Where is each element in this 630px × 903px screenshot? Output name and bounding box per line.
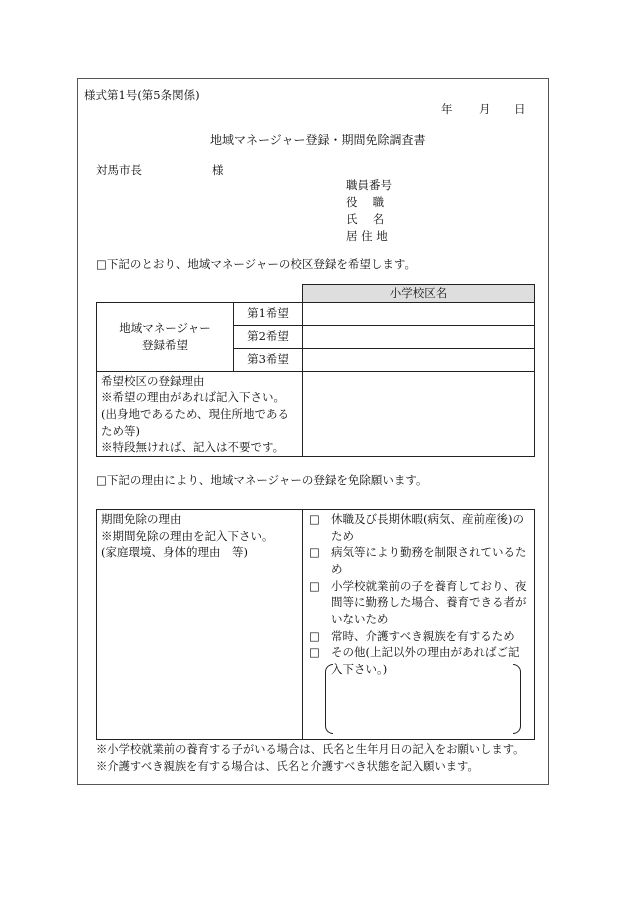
field-position: 役 職 [346,195,385,209]
left-bracket-icon [325,664,333,734]
choice-input-3[interactable] [303,348,535,371]
field-staff-number: 職員番号 [346,178,392,192]
choice-input-2[interactable] [303,325,535,348]
date-day-label: 日 [514,102,526,116]
date-month-label: 月 [479,102,491,116]
field-name: 氏 名 [346,212,385,226]
option-illness[interactable]: □ 病気等により勤務を制限されているため [309,545,527,577]
checkbox-icon[interactable]: □ [309,628,320,643]
date-year-label: 年 [441,102,453,116]
option-childcare[interactable]: □ 小学校就業前の子を養育しており、夜間等に勤務した場合、養育できる者がいないため [309,578,527,627]
footnote-childcare: ※小学校就業前の養育する子がいる場合は、氏名と生年月日の記入をお願いします。 [96,743,525,756]
school-district-table [96,284,535,457]
reason-input[interactable] [303,371,535,456]
page-title: 地域マネージャー登録・期間免除調査書 [210,133,426,147]
choice-input-1[interactable] [303,302,535,325]
section1-statement: □下記のとおり、地域マネージャーの校区登録を希望します。 [96,257,416,271]
checkbox-icon[interactable]: □ [309,645,320,660]
field-address: 居 住 地 [346,229,388,243]
row-label-registration: 地域マネージャー 登録希望 [97,302,234,371]
option-nursing-care[interactable]: □ 常時、介護すべき親族を有するため [309,628,515,643]
right-bracket-icon [513,664,521,734]
choice-label-1: 第1希望 [234,302,303,325]
addressee-honorific: 様 [212,163,224,177]
option-other[interactable]: □ その他(上記以外の理由があればご記入下さい。) [309,645,520,677]
column-header-district: 小学校区名 [303,285,535,303]
exemption-reason-label-cell: 期間免除の理由 ※期間免除の理由を記入下さい。 (家庭環境、身体的理由 等) [97,510,303,740]
checkbox-icon[interactable]: □ [309,545,320,560]
option-leave[interactable]: □ 休職及び長期休暇(病気、産前産後)のため [309,512,524,543]
reason-label-cell: 希望校区の登録理由 ※希望の理由があれば記入下さい。 (出身地であるため、現住所地である ため等) ※特段無ければ、記入は不要です。 [97,371,303,456]
checkbox-icon[interactable]: □ [309,578,320,593]
other-reason-bracket[interactable] [325,664,521,734]
section2-statement: □下記の理由により、地域マネージャーの登録を免除願います。 [96,473,428,487]
footnote-nursing-care: ※介護すべき親族を有する場合は、氏名と介護すべき状態を記入願います。 [96,760,479,773]
choice-label-3: 第3希望 [234,348,303,371]
checkbox-icon[interactable]: □ [309,512,320,526]
choice-label-2: 第2希望 [234,325,303,348]
form-number: 様式第1号(第5条関係) [84,88,200,102]
addressee-name: 対馬市長 [96,163,142,177]
